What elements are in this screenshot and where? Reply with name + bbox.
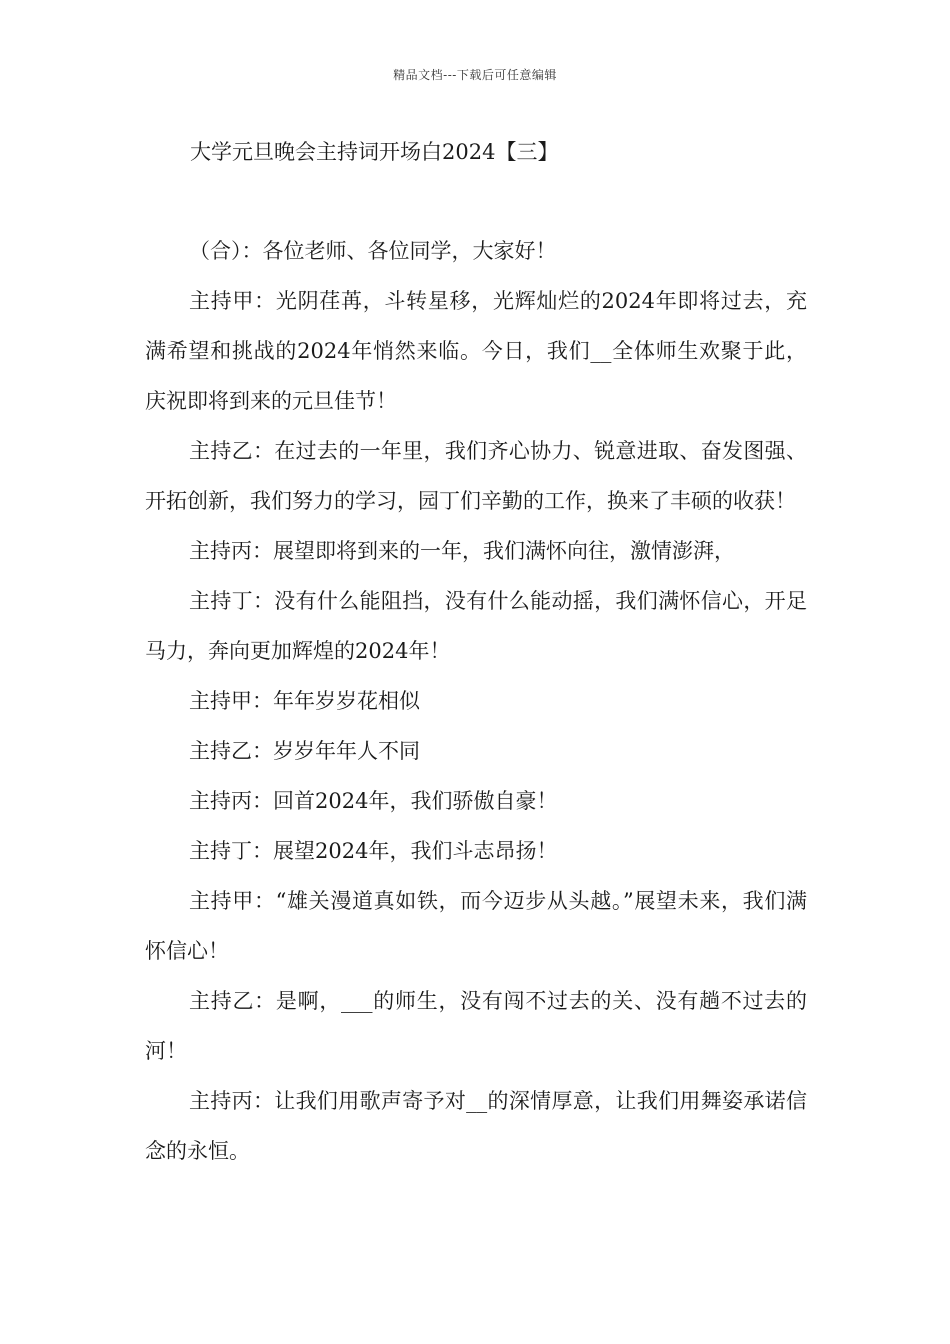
document-title: 大学元旦晚会主持词开场白2024【三】 (190, 140, 559, 164)
paragraph: 主持丙：让我们用歌声寄予对__的深情厚意，让我们用舞姿承诺信念的永恒。 (145, 1089, 807, 1163)
paragraph: 主持丙：回首2024年，我们骄傲自豪！ (189, 789, 558, 813)
paragraph: （合）：各位老师、各位同学，大家好！ (189, 239, 557, 263)
paragraph: 主持乙：是啊，___的师生，没有闯不过去的关、没有趟不过去的河！ (145, 989, 807, 1063)
paragraph: 主持乙：岁岁年年人不同 (189, 739, 420, 763)
paragraph: 主持乙：在过去的一年里，我们齐心协力、锐意进取、奋发图强、开拓创新，我们努力的学习，园丁们辛勤的工作，换来了丰硕的收获！ (145, 439, 807, 513)
page-header: 精品文档---下载后可任意编辑 (393, 68, 557, 82)
paragraph: 主持甲：光阴荏苒，斗转星移，光辉灿烂的2024年即将过去，充满希望和挑战的2024年悄然来临。今日，我们__全体师生欢聚于此，庆祝即将到来的元旦佳节！ (145, 289, 807, 413)
document-body (145, 226, 807, 1176)
paragraph: 主持丁：展望2024年，我们斗志昂扬！ (189, 839, 558, 863)
paragraph: 主持甲：“雄关漫道真如铁，而今迈步从头越。”展望未来，我们满怀信心！ (145, 889, 807, 963)
paragraph: 主持丙：展望即将到来的一年，我们满怀向往，激情澎湃， (189, 539, 735, 563)
paragraph: 主持丁：没有什么能阻挡，没有什么能动摇，我们满怀信心，开足马力，奔向更加辉煌的2024年！ (145, 589, 807, 663)
paragraph: 主持甲：年年岁岁花相似 (189, 689, 420, 713)
